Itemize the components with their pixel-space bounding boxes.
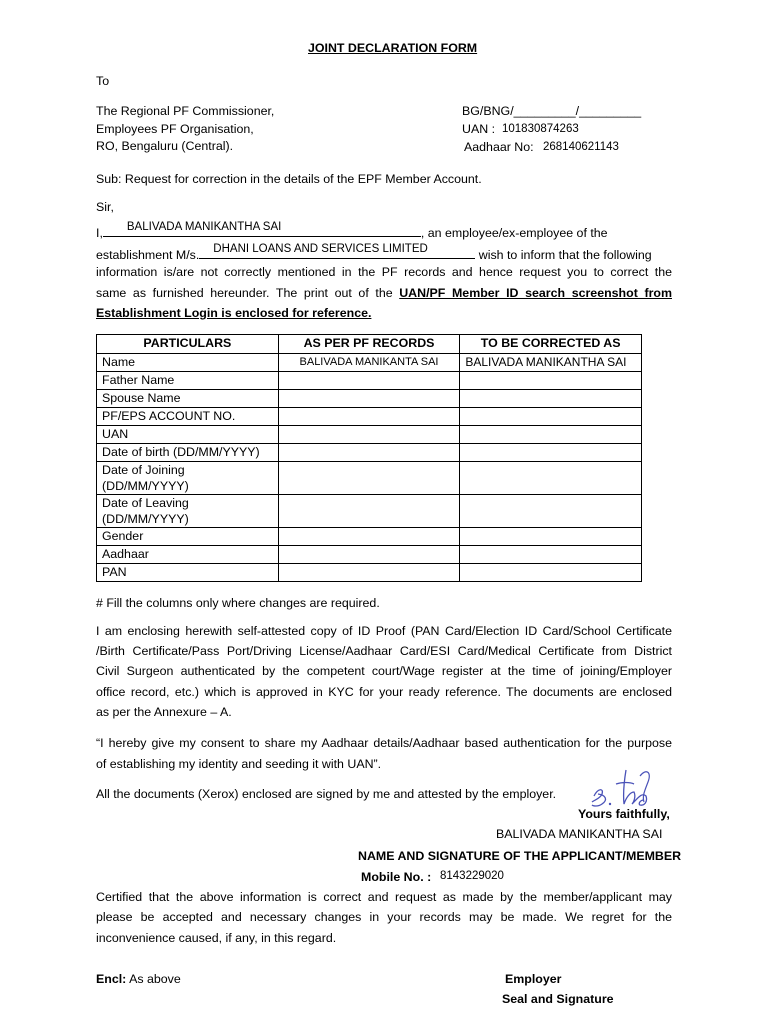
particular-cell: Name [97, 354, 279, 372]
to-be-corrected-cell [460, 372, 642, 390]
correction-table [96, 334, 642, 582]
to-be-corrected-cell [460, 462, 642, 495]
certified-line-3: inconvenience caused, if any, in this regard. [96, 931, 337, 945]
to-be-corrected-cell [460, 495, 642, 528]
as-per-records-cell [278, 564, 460, 582]
establishment-prefix: establishment M/s. [96, 248, 200, 262]
table-row [97, 354, 642, 372]
body-line-2 [96, 244, 652, 263]
as-per-records-cell [278, 408, 460, 426]
as-per-records-cell [278, 462, 460, 495]
consent-line-2: of establishing my identity and seeding it with UAN”. [96, 757, 382, 771]
as-per-records-cell: BALIVADA MANIKANTA SAI [278, 354, 460, 372]
encl-value: As above [129, 972, 181, 986]
enclosing-line-2: /Birth Certificate/Pass Port/Driving License/Aadhaar Card/ESI Card/Medical Certificate from District [96, 644, 672, 658]
aadhaar-label: Aadhaar No: [464, 140, 534, 154]
certified-line-1: Certified that the above information is correct and request as made by the member/applicant may [96, 890, 672, 904]
as-per-records-cell [278, 528, 460, 546]
employer-label: Employer [505, 972, 562, 986]
form-title: JOINT DECLARATION FORM [308, 41, 478, 55]
to-be-corrected-cell [460, 444, 642, 462]
as-per-records-cell [278, 426, 460, 444]
as-per-records-cell [278, 390, 460, 408]
table-header-row [97, 335, 642, 354]
particular-cell [97, 495, 279, 528]
to-label: To [96, 74, 110, 88]
yours-faithfully: Yours faithfully, [578, 807, 670, 821]
certified-line-2: please be accepted and necessary changes in your records may be made. We regret for the [96, 910, 672, 924]
as-per-records-cell [278, 495, 460, 528]
seal-signature-label: Seal and Signature [502, 992, 614, 1006]
enclosure-line [96, 971, 181, 987]
applicant-signature [588, 762, 658, 812]
to-be-corrected-cell [460, 390, 642, 408]
body-line-1-suffix: , an employee/ex-employee of the [420, 226, 608, 240]
table-row [97, 444, 642, 462]
to-be-corrected-cell [460, 408, 642, 426]
encl-label: Encl: [96, 972, 127, 986]
table-row [97, 546, 642, 564]
mobile-label: Mobile No. : [361, 870, 432, 884]
body-line-1 [96, 222, 608, 241]
particular-cell [97, 462, 279, 495]
applicant-name: BALIVADA MANIKANTHA SAI [496, 827, 663, 841]
employee-name: BALIVADA MANIKANTHA SAI [126, 221, 282, 233]
to-be-corrected-cell [460, 564, 642, 582]
particular-cell: PF/EPS ACCOUNT NO. [97, 408, 279, 426]
table-row [97, 495, 642, 528]
employee-name-blank [103, 222, 421, 237]
greeting: Sir, [96, 200, 114, 214]
enclosing-line-3: Civil Surgeon authenticated by the competent court/Wage register at the time of joining/Employer [96, 664, 672, 678]
particular-cell: Spouse Name [97, 390, 279, 408]
body-line-4-bold: UAN/PF Member ID search screenshot from [399, 286, 672, 300]
address-line-2: Employees PF Organisation, [96, 122, 254, 136]
body-line-2-suffix: wish to inform that the following [478, 248, 652, 262]
uan-value: 101830874263 [502, 123, 579, 135]
table-row [97, 462, 642, 495]
particular-cell: Aadhaar [97, 546, 279, 564]
body-line-5: Establishment Login is enclosed for reference. [96, 306, 372, 320]
header-to-be-corrected: TO BE CORRECTED AS [460, 335, 642, 354]
as-per-records-cell [278, 444, 460, 462]
table-row [97, 426, 642, 444]
address-line-1: The Regional PF Commissioner, [96, 104, 275, 118]
establishment-name-blank [199, 244, 475, 259]
particular-line-1: Date of Leaving [102, 496, 189, 510]
enclosing-line-1: I am enclosing herewith self-attested copy of ID Proof (PAN Card/Election ID Card/School Certificate [96, 624, 672, 638]
enclosing-line-5: as per the Annexure – A. [96, 705, 232, 719]
i-prefix: I, [96, 226, 103, 240]
to-be-corrected-cell [460, 546, 642, 564]
particular-cell: PAN [97, 564, 279, 582]
mobile-value: 8143229020 [440, 870, 504, 882]
as-per-records-cell [278, 546, 460, 564]
table-row [97, 408, 642, 426]
table-row [97, 528, 642, 546]
consent-line-1: “I hereby give my consent to share my Aadhaar details/Aadhaar based authentication for the purpose [96, 736, 672, 750]
particular-line-2: (DD/MM/YYYY) [102, 512, 189, 526]
table-row [97, 564, 642, 582]
to-be-corrected-cell [460, 426, 642, 444]
particular-line-1: Date of Joining [102, 463, 185, 477]
as-per-records-cell [278, 372, 460, 390]
to-be-corrected-cell: BALIVADA MANIKANTHA SAI [460, 354, 642, 372]
enclosing-line-4: office record, etc.) which is approved in KYC for your ready reference. The documents are enclosed [96, 685, 672, 699]
establishment-name: DHANI LOANS AND SERVICES LIMITED [213, 243, 428, 255]
table-row [97, 372, 642, 390]
particular-cell: Father Name [97, 372, 279, 390]
particular-cell: Date of birth (DD/MM/YYYY) [97, 444, 279, 462]
body-line-4 [96, 285, 672, 301]
particular-cell: UAN [97, 426, 279, 444]
body-line-3: information is/are not correctly mentioned in the PF records and hence request you to correct the [96, 265, 672, 279]
fill-note: # Fill the columns only where changes are required. [96, 596, 380, 610]
particular-line-2: (DD/MM/YYYY) [102, 479, 189, 493]
uan-label: UAN : [462, 122, 496, 136]
header-particulars: PARTICULARS [97, 335, 279, 354]
to-be-corrected-cell [460, 528, 642, 546]
subject-line: Sub: Request for correction in the details of the EPF Member Account. [96, 172, 482, 186]
name-signature-label: NAME AND SIGNATURE OF THE APPLICANT/MEMBER [358, 849, 682, 863]
particular-cell: Gender [97, 528, 279, 546]
address-line-3: RO, Bengaluru (Central). [96, 139, 234, 153]
documents-signed-line: All the documents (Xerox) enclosed are signed by me and attested by the employer. [96, 787, 557, 801]
header-as-per-pf-records: AS PER PF RECORDS [278, 335, 460, 354]
table-row [97, 390, 642, 408]
aadhaar-value: 268140621143 [543, 141, 619, 153]
bg-bng-reference: BG/BNG/_________/_________ [462, 104, 642, 118]
body-line-4-plain: same as furnished hereunder. The print out of the [96, 286, 393, 300]
